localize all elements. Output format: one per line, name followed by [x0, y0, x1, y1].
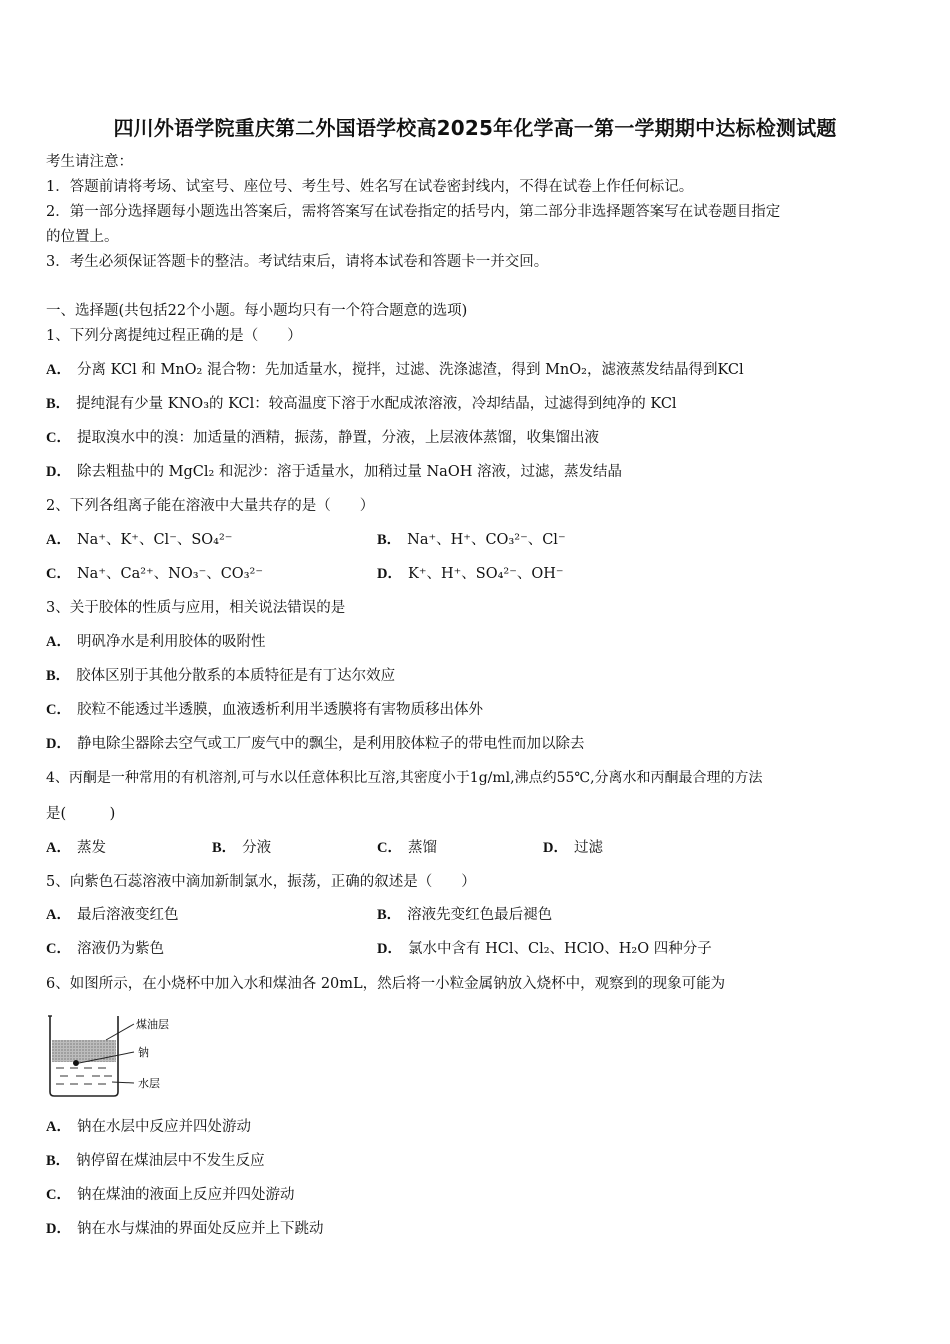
- q4-option-b: [212, 838, 271, 858]
- option-label: B．: [46, 1153, 71, 1169]
- q4-stem: 4、丙酮是一种常用的有机溶剂,可与水以任意体积比互溶,其密度小于1g/ml,沸点约55℃,分离水和丙酮最合理的方法: [46, 770, 763, 786]
- option-label: D．: [46, 736, 71, 752]
- option-label: D．: [46, 1221, 71, 1237]
- q4-option-a: [46, 838, 106, 858]
- option-text: 钠在水与煤油的界面处反应并上下跳动: [76, 1221, 324, 1237]
- option-text: K⁺、H⁺、SO₄²⁻、OH⁻: [407, 566, 564, 582]
- option-text: 明矾净水是利用胶体的吸附性: [76, 634, 266, 650]
- q3-option-a: [46, 632, 265, 652]
- q5-option-d: [377, 939, 712, 959]
- option-label: D．: [377, 941, 402, 957]
- option-text: 静电除尘器除去空气或工厂废气中的飘尘，是利用胶体粒子的带电性而加以除去: [76, 736, 585, 752]
- q6-stem: 6、如图所示，在小烧杯中加入水和煤油各 20mL，然后将一小粒金属钠放入烧杯中，观察到的现象可能为: [46, 976, 726, 992]
- option-label: A．: [46, 532, 71, 548]
- option-label: C．: [377, 840, 402, 856]
- q5-option-a: [46, 905, 178, 925]
- option-text: 钠在水层中反应并四处游动: [76, 1119, 251, 1135]
- option-text: 钠在煤油的液面上反应并四处游动: [76, 1187, 295, 1203]
- option-text: Na⁺、H⁺、CO₃²⁻、Cl⁻: [407, 532, 566, 548]
- q1-option-a: [46, 360, 744, 380]
- label-water: 水层: [138, 1077, 160, 1090]
- q4-option-c: [377, 838, 437, 858]
- option-label: C．: [46, 1187, 71, 1203]
- q1-stem: 1、下列分离提纯过程正确的是（ ）: [46, 328, 302, 344]
- option-text: 蒸馏: [407, 840, 437, 856]
- q1-option-b: [46, 394, 677, 414]
- option-label: A．: [46, 1119, 71, 1135]
- option-text: Na⁺、Ca²⁺、NO₃⁻、CO₃²⁻: [76, 566, 263, 582]
- option-label: C．: [46, 702, 71, 718]
- kerosene-texture: [52, 1040, 116, 1062]
- q4-stem-cont: 是( ): [46, 806, 116, 822]
- option-text: 分离 KCl 和 MnO₂ 混合物：先加适量水，搅拌，过滤、洗涤滤渣，得到 MnO₂，滤液蒸发结晶得到KCl: [76, 362, 744, 378]
- q3-option-c: [46, 700, 483, 720]
- option-label: D．: [543, 840, 568, 856]
- option-text: 氯水中含有 HCl、Cl₂、HClO、H₂O 四种分子: [407, 941, 712, 957]
- option-text: 提取溴水中的溴：加适量的酒精，振荡，静置，分液，上层液体蒸馏，收集馏出液: [76, 430, 599, 446]
- option-label: A．: [46, 634, 71, 650]
- option-text: 胶粒不能透过半透膜，血液透析利用半透膜将有害物质移出体外: [76, 702, 483, 718]
- option-label: D．: [46, 464, 71, 480]
- notice-heading: 考生请注意：: [46, 154, 133, 170]
- option-text: 分液: [242, 840, 272, 856]
- q2-stem: 2、下列各组离子能在溶液中大量共存的是（ ）: [46, 498, 375, 514]
- option-text: 溶液先变红色最后褪色: [407, 907, 553, 923]
- notice-item-2: 2．第一部分选择题每小题选出答案后，需将答案写在试卷指定的括号内，第二部分非选择题答案写在试卷题目指定: [46, 204, 781, 220]
- option-label: A．: [46, 362, 71, 378]
- q1-option-c: [46, 428, 599, 448]
- option-label: B．: [212, 840, 237, 856]
- q5-option-b: [377, 905, 552, 925]
- water-layer: [56, 1068, 112, 1084]
- q4-option-d: [543, 838, 603, 858]
- option-label: C．: [46, 566, 71, 582]
- label-kerosene: 煤油层: [136, 1018, 169, 1031]
- q6-option-b: [46, 1151, 265, 1171]
- option-label: D．: [377, 566, 402, 582]
- option-text: 过滤: [573, 840, 603, 856]
- option-text: 除去粗盐中的 MgCl₂ 和泥沙：溶于适量水，加稍过量 NaOH 溶液，过滤，蒸发结晶: [76, 464, 622, 480]
- notice-item-2-cont: 的位置上。: [46, 229, 119, 245]
- option-label: C．: [46, 430, 71, 446]
- option-label: B．: [377, 907, 402, 923]
- q5-option-c: [46, 939, 164, 959]
- q3-option-b: [46, 666, 395, 686]
- option-label: B．: [46, 396, 71, 412]
- notice-item-3: 3．考生必须保证答题卡的整洁。考试结束后，请将本试卷和答题卡一并交回。: [46, 254, 549, 270]
- option-label: B．: [46, 668, 71, 684]
- beaker-diagram: [46, 1010, 196, 1100]
- notice-item-1: 1．答题前请将考场、试室号、座位号、考生号、姓名写在试卷密封线内，不得在试卷上作任何标记。: [46, 179, 694, 195]
- option-text: 钠停留在煤油层中不发生反应: [76, 1153, 265, 1169]
- sodium-particle: [73, 1060, 79, 1066]
- q1-option-d: [46, 462, 622, 482]
- q3-stem: 3、关于胶体的性质与应用，相关说法错误的是: [46, 600, 346, 616]
- option-label: C．: [46, 941, 71, 957]
- exam-title: 四川外语学院重庆第二外国语学校高2025年化学高一第一学期期中达标检测试题: [113, 116, 837, 140]
- option-text: 蒸发: [76, 840, 106, 856]
- option-text: 提纯混有少量 KNO₃的 KCl：较高温度下溶于水配成浓溶液，冷却结晶，过滤得到纯净的 KCl: [76, 396, 677, 412]
- option-text: 最后溶液变红色: [76, 907, 179, 923]
- option-text: Na⁺、K⁺、Cl⁻、SO₄²⁻: [76, 532, 233, 548]
- section-heading: 一、选择题(共包括22个小题。每小题均只有一个符合题意的选项): [46, 303, 468, 319]
- q5-stem: 5、向紫色石蕊溶液中滴加新制氯水，振荡，正确的叙述是（ ）: [46, 874, 476, 890]
- option-text: 溶液仍为紫色: [76, 941, 164, 957]
- q2-option-d: [377, 564, 564, 584]
- option-text: 胶体区别于其他分散系的本质特征是有丁达尔效应: [76, 668, 396, 684]
- q3-option-d: [46, 734, 584, 754]
- label-sodium: 钠: [138, 1046, 149, 1059]
- q2-option-b: [377, 530, 566, 550]
- q6-option-a: [46, 1117, 251, 1137]
- q6-option-d: [46, 1219, 323, 1239]
- option-label: A．: [46, 840, 71, 856]
- option-label: B．: [377, 532, 402, 548]
- q2-option-a: [46, 530, 232, 550]
- q2-option-c: [46, 564, 263, 584]
- option-label: A．: [46, 907, 71, 923]
- q6-option-c: [46, 1185, 294, 1205]
